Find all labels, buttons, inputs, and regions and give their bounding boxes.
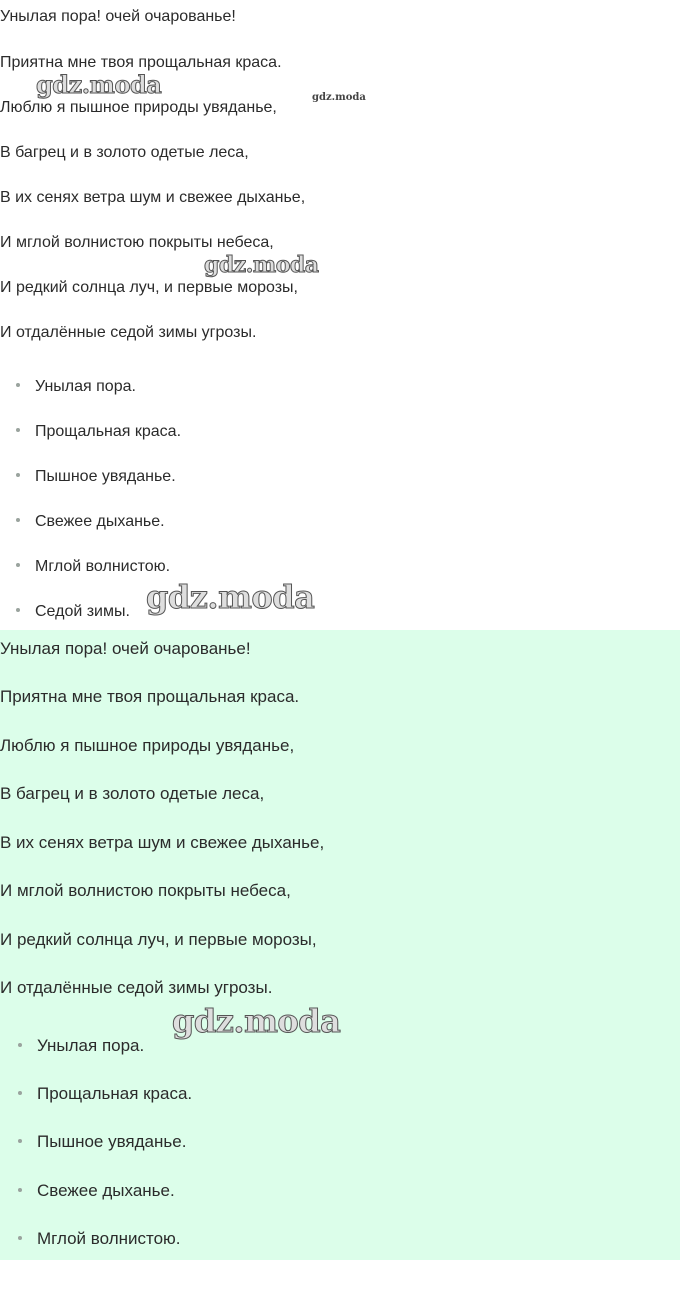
list-item: Пышное увяданье. — [16, 468, 176, 486]
list-item: Свежее дыханье. — [16, 513, 165, 531]
list-item: Прощальная краса. — [16, 423, 181, 441]
watermark: gdz.moda — [312, 92, 366, 103]
poem-line: Люблю я пышное природы увяданье, — [0, 736, 295, 755]
bullet-icon — [16, 473, 20, 477]
poem-line: И отдалённые седой зимы угрозы. — [0, 324, 257, 341]
poem-block-highlighted — [0, 630, 680, 1260]
bullet-icon — [16, 608, 20, 612]
bullet-icon — [18, 1188, 22, 1192]
list-item: Мглой волнистою. — [16, 558, 170, 576]
watermark: gdz.moda — [204, 252, 319, 278]
poem-line: И мглой волнистою покрыты небеса, — [0, 881, 291, 900]
watermark: gdz.moda — [36, 70, 162, 99]
bullet-icon — [16, 428, 20, 432]
poem-line: В багрец и в золото одетые леса, — [0, 784, 265, 803]
poem-line: И редкий солнца луч, и первые морозы, — [0, 279, 298, 296]
watermark: gdz.moda — [172, 1002, 341, 1040]
poem-line: В их сенях ветра шум и свежее дыханье, — [0, 833, 325, 852]
poem-line: Унылая пора! очей очарованье! — [0, 8, 236, 25]
bullet-icon — [16, 383, 20, 387]
list-item: Свежее дыханье. — [18, 1181, 175, 1201]
poem-line: Люблю я пышное природы увяданье, — [0, 99, 277, 116]
bullet-icon — [18, 1091, 22, 1095]
list-item: Унылая пора. — [18, 1036, 144, 1056]
list-item: Седой зимы. — [16, 603, 130, 621]
poem-line: Приятна мне твоя прощальная краса. — [0, 54, 282, 71]
bullet-icon — [16, 518, 20, 522]
poem-line: В их сенях ветра шум и свежее дыханье, — [0, 189, 306, 206]
list-item: Унылая пора. — [16, 378, 136, 396]
poem-line: В багрец и в золото одетые леса, — [0, 144, 249, 161]
poem-block-plain — [0, 0, 680, 630]
bullet-icon — [18, 1043, 22, 1047]
bullet-icon — [18, 1139, 22, 1143]
poem-line: И редкий солнца луч, и первые морозы, — [0, 930, 317, 949]
list-item: Мглой волнистою. — [18, 1229, 181, 1249]
poem-line: И отдалённые седой зимы угрозы. — [0, 978, 273, 997]
poem-line: Унылая пора! очей очарованье! — [0, 639, 251, 658]
list-item: Прощальная краса. — [18, 1084, 192, 1104]
list-item: Пышное увяданье. — [18, 1132, 186, 1152]
poem-line: И мглой волнистою покрыты небеса, — [0, 234, 274, 251]
bullet-icon — [16, 563, 20, 567]
bullet-icon — [18, 1236, 22, 1240]
poem-line: Приятна мне твоя прощальная краса. — [0, 687, 300, 706]
watermark: gdz.moda — [146, 578, 315, 616]
